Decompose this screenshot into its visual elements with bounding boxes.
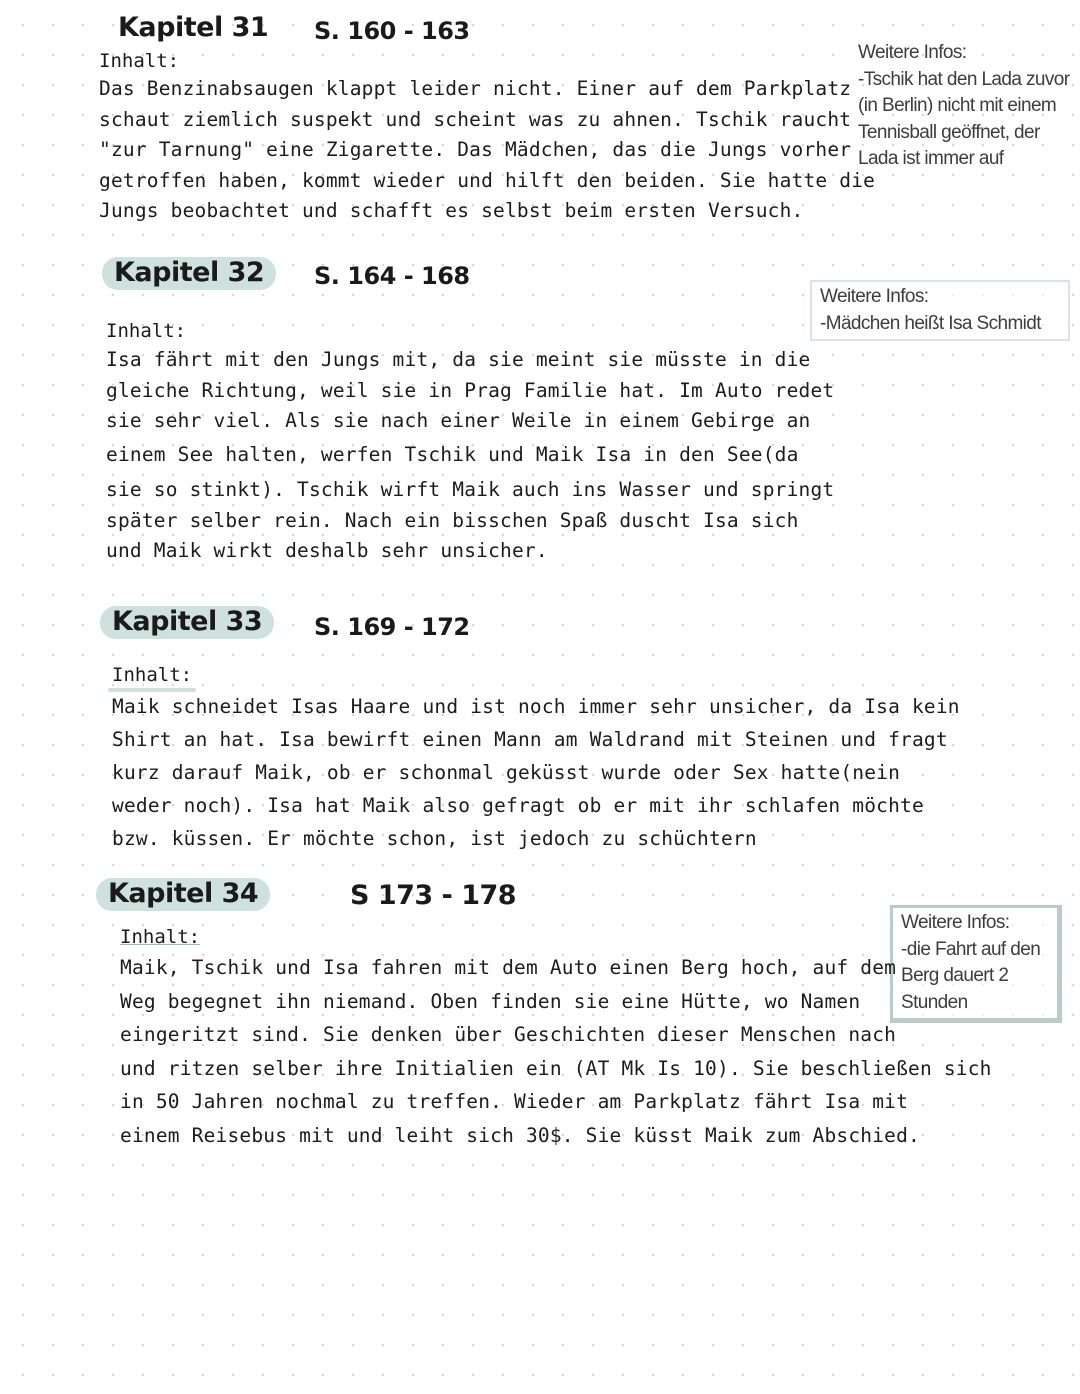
info-heading: Weitere Infos:	[820, 286, 929, 307]
text-line: kurz darauf Maik, ob er schonmal geküsst wurde oder Sex hatte(nein	[112, 761, 901, 784]
content-label: Inhalt:	[99, 50, 180, 72]
text-line: Shirt an hat. Isa bewirft einen Mann am Waldrand mit Steinen und fragt	[112, 728, 948, 751]
chapter-pages: S. 164 - 168	[314, 262, 470, 290]
text-line: gleiche Richtung, weil sie in Prag Familie hat. Im Auto redet	[106, 378, 835, 402]
chapter-text	[120, 951, 992, 1152]
chapter-title: Kapitel 34	[96, 878, 270, 911]
info-line: -die Fahrt auf den	[901, 938, 1041, 960]
chapter-pages: S. 160 - 163	[314, 17, 470, 45]
info-line: -Mädchen heißt Isa Schmidt	[820, 312, 1041, 334]
info-note	[810, 280, 1070, 341]
info-heading: Weitere Infos:	[901, 912, 1010, 933]
chapter-pages: S. 169 - 172	[314, 613, 470, 641]
info-line: Tennisball geöffnet, der	[858, 121, 1040, 143]
text-line: Jungs beobachtet und schafft es selbst beim ersten Versuch.	[99, 199, 804, 222]
info-line: Lada ist immer auf	[858, 148, 1004, 169]
info-heading: Weitere Infos:	[858, 42, 967, 63]
text-line: und Maik wirkt deshalb sehr unsicher.	[106, 539, 548, 562]
text-line: sie sehr viel. Als sie nach einer Weile in einem Gebirge an	[106, 409, 811, 432]
text-line: Weg begegnet ihn niemand. Oben finden sie eine Hütte, wo Namen	[120, 989, 861, 1013]
text-line: Isa fährt mit den Jungs mit, da sie meint sie müsste in die	[106, 348, 811, 371]
info-line: (in Berlin) nicht mit einem	[858, 95, 1057, 116]
chapter-pages: S 173 - 178	[350, 880, 517, 911]
text-line: "zur Tarnung" eine Zigarette. Das Mädchen, das die Jungs vorher	[99, 138, 852, 161]
text-line: Maik, Tschik und Isa fahren mit dem Auto einen Berg hoch, auf dem	[120, 956, 897, 979]
chapter-title: Kapitel 33	[100, 606, 274, 639]
text-line: schaut ziemlich suspekt und scheint was zu ahnen. Tschik raucht	[99, 107, 852, 131]
text-line: eingeritzt sind. Sie denken über Geschichten dieser Menschen nach	[120, 1023, 897, 1046]
text-line: Das Benzinabsaugen klappt leider nicht. Einer auf dem Parkplatz	[99, 77, 852, 100]
text-line: sie so stinkt). Tschik wirft Maik auch ins Wasser und springt	[106, 478, 835, 501]
chapter-title: Kapitel 31	[118, 12, 269, 43]
content-label: Inhalt:	[106, 320, 187, 342]
chapter-text	[99, 74, 875, 227]
info-line: -Tschik hat den Lada zuvor	[858, 68, 1070, 90]
content-label: Inhalt:	[120, 926, 201, 948]
text-line: einem Reisebus mit und leiht sich 30$. Sie küsst Maik zum Abschied.	[120, 1123, 920, 1147]
chapter-title: Kapitel 32	[102, 257, 276, 290]
chapter-text	[106, 345, 834, 567]
text-line: bzw. küssen. Er möchte schon, ist jedoch zu schüchtern	[112, 827, 757, 850]
info-line: Berg dauert 2	[901, 965, 1009, 986]
info-line: Stunden	[901, 991, 968, 1013]
info-note	[858, 40, 1069, 173]
text-line: später selber rein. Nach ein bisschen Spaß duscht Isa sich	[106, 508, 799, 532]
text-line: in 50 Jahren nochmal zu treffen. Wieder am Parkplatz fährt Isa mit	[120, 1090, 909, 1113]
content-label: Inhalt:	[112, 664, 193, 686]
text-line: einem See halten, werfen Tschik und Maik Isa in den See(da	[106, 442, 799, 466]
text-line: Maik schneidet Isas Haare und ist noch immer sehr unsicher, da Isa kein	[112, 695, 960, 718]
text-line: getroffen haben, kommt wieder und hilft den beiden. Sie hatte die	[99, 168, 876, 192]
text-line: weder noch). Isa hat Maik also gefragt ob er mit ihr schlafen möchte	[112, 794, 924, 817]
chapter-text	[112, 690, 960, 855]
text-line: und ritzen selber ihre Initialien ein (AT Mk Is 10). Sie beschließen sich	[120, 1056, 992, 1080]
